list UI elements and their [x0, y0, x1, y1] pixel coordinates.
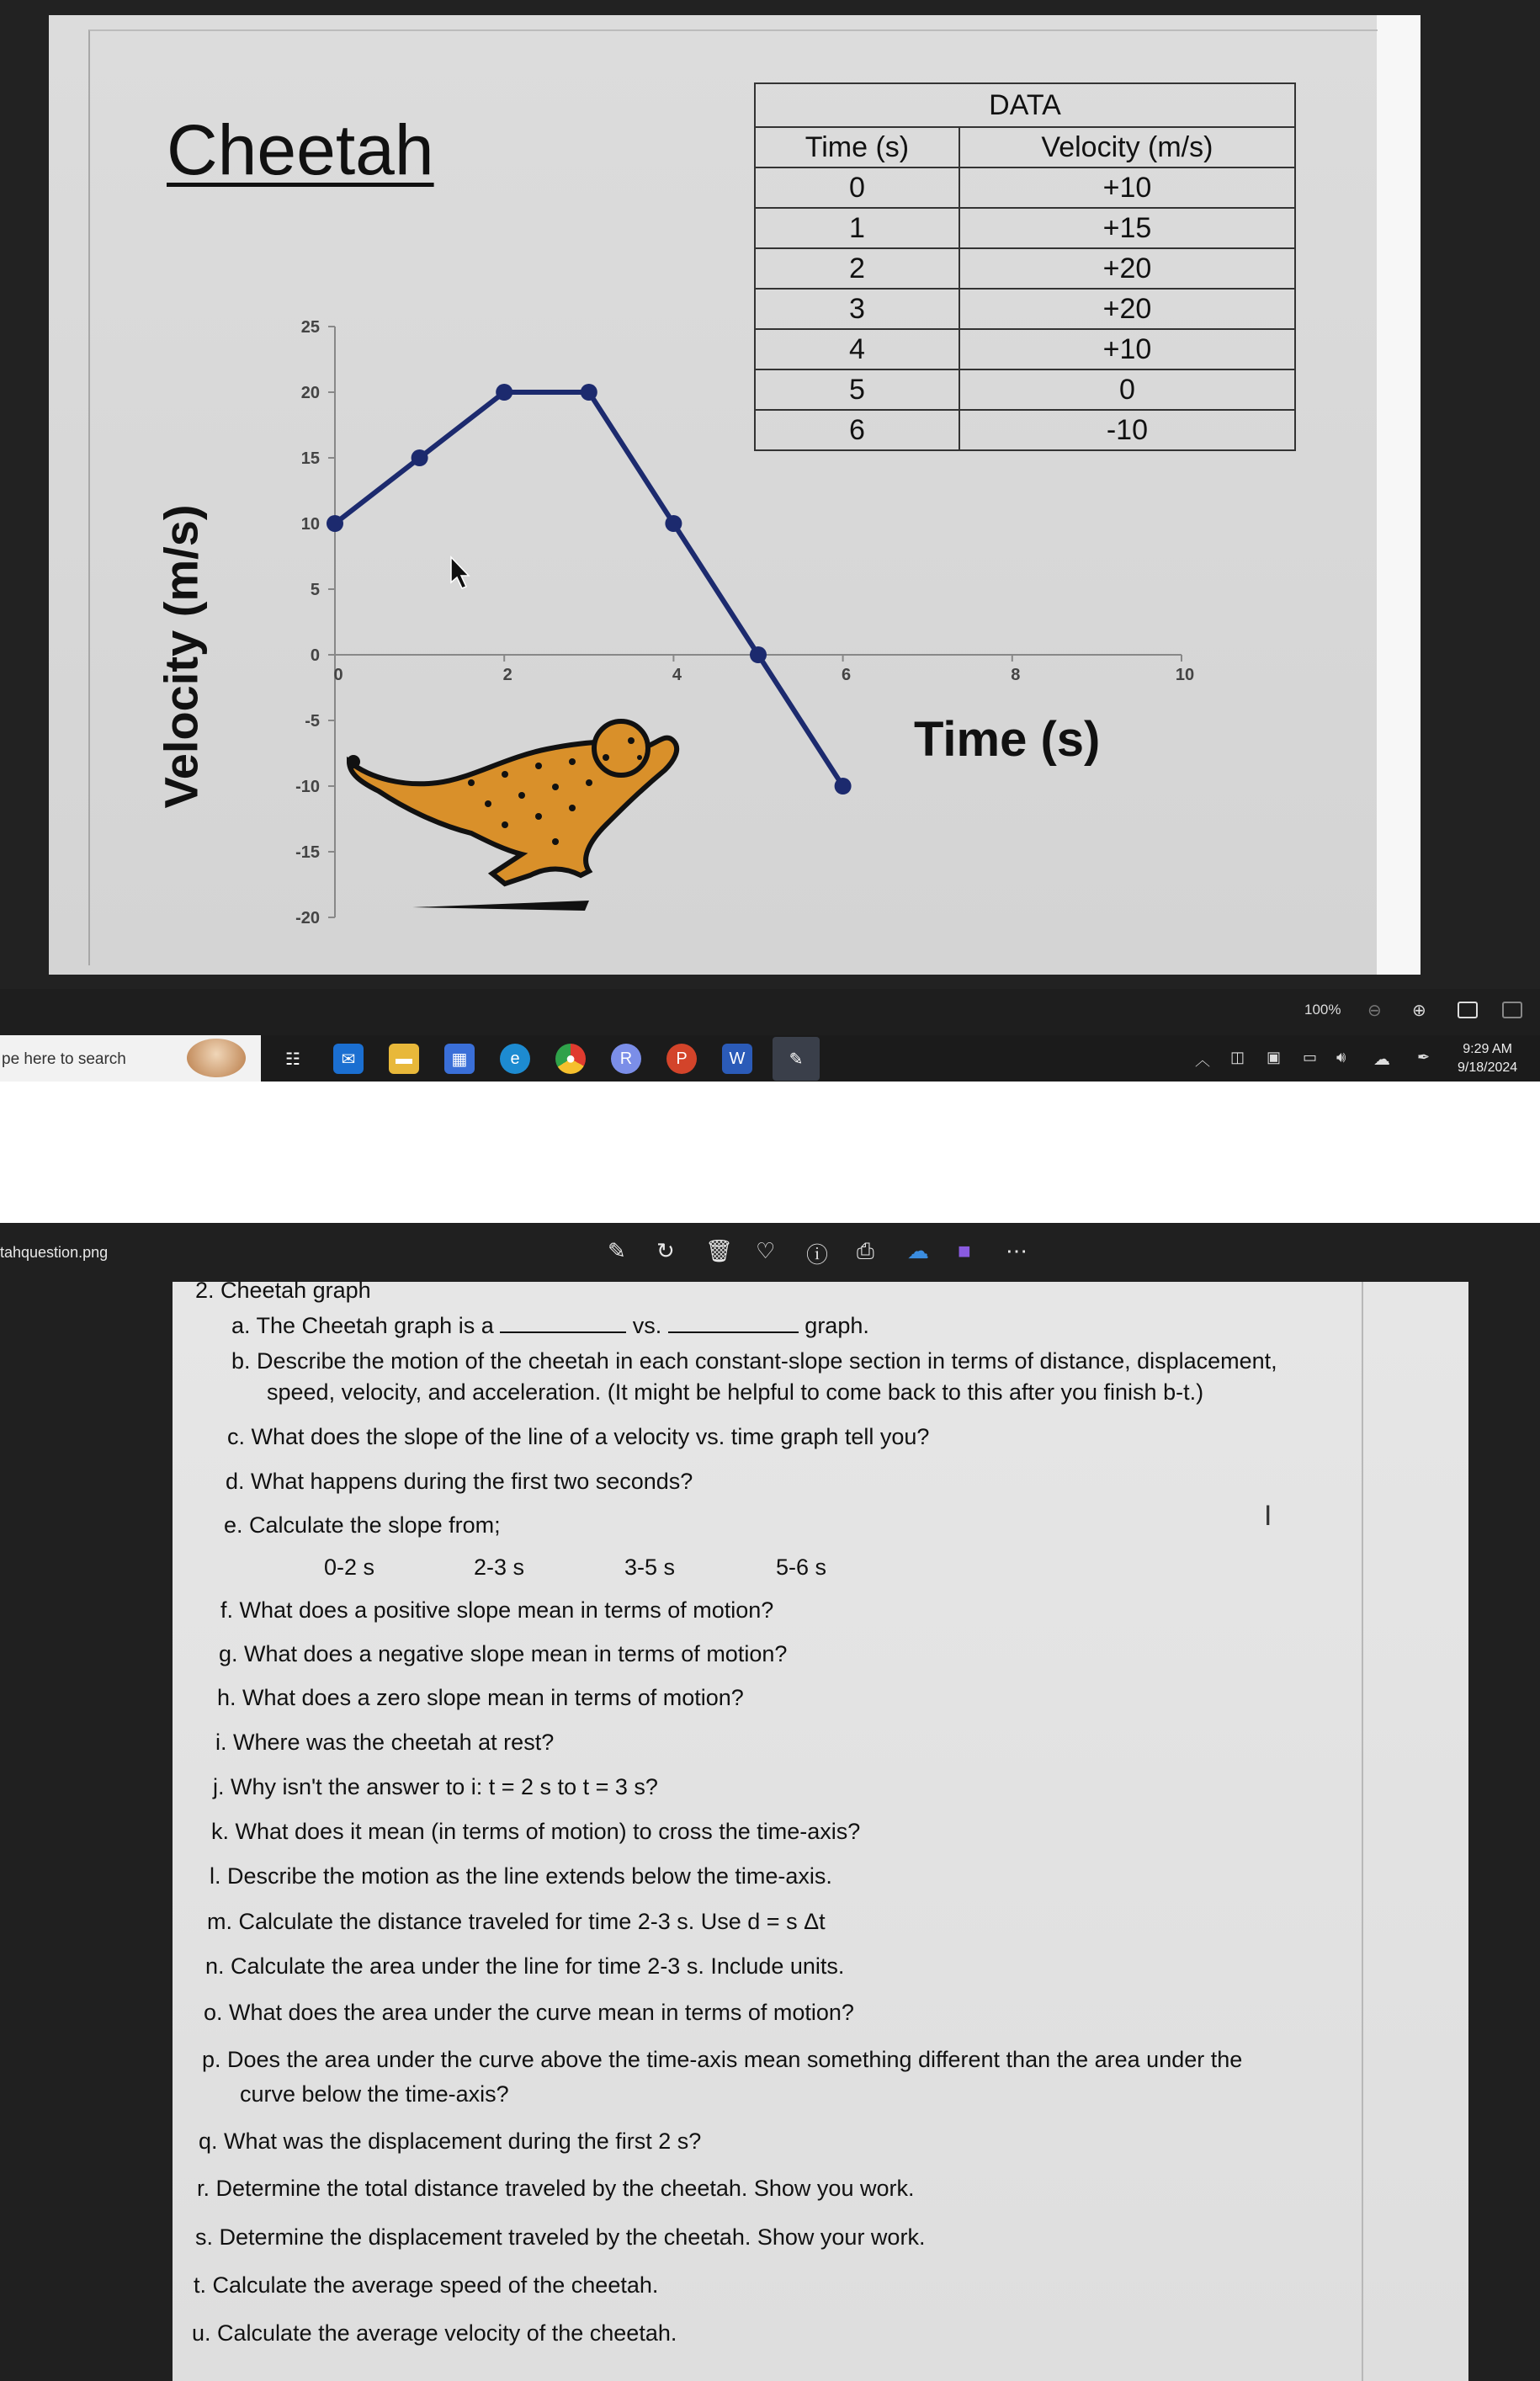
table-cell: 1 — [755, 208, 959, 248]
onedrive-icon[interactable]: ☁ — [907, 1238, 929, 1263]
favorite-icon[interactable]: ♡ — [756, 1238, 776, 1263]
delete-icon[interactable]: 🗑︎ — [705, 1238, 734, 1263]
question-t: t. Calculate the average speed of the cheetah. — [194, 2272, 659, 2298]
question-f: f. What does a positive slope mean in terms of motion? — [220, 1597, 774, 1623]
y-tick-label: 0 — [310, 646, 320, 665]
answer-blank — [500, 1313, 626, 1333]
zoom-level: 100% — [1304, 1002, 1341, 1018]
x-axis-title: Time (s) — [914, 712, 1101, 767]
question-b-line1: b. Describe the motion of the cheetah in each constant-slope section in terms of distance, displacement, — [231, 1348, 1277, 1374]
slope-range: 2-3 s — [474, 1555, 525, 1580]
y-tick-label: -10 — [295, 778, 320, 796]
table-cell: +20 — [959, 248, 1295, 289]
question-a-end: graph. — [805, 1313, 869, 1338]
series-line — [335, 392, 843, 786]
question-p-line1: p. Does the area under the curve above the time-axis mean something different than the area under the — [202, 2047, 1243, 2072]
data-point — [835, 778, 852, 795]
task-view-icon[interactable]: ☷ — [285, 1050, 300, 1069]
x-tick-label: 2 — [502, 666, 512, 684]
zoom-in-icon[interactable]: ⊕ — [1412, 1002, 1426, 1020]
table-cell: 5 — [755, 369, 959, 410]
question-o: o. What does the area under the curve mean in terms of motion? — [204, 2000, 854, 2025]
print-icon[interactable]: ⎙ — [857, 1238, 874, 1263]
table-cell: 4 — [755, 329, 959, 369]
mail-icon[interactable]: ✉ — [333, 1044, 364, 1074]
chrome-icon[interactable]: ● — [555, 1044, 586, 1074]
slope-range: 0-2 s — [324, 1555, 375, 1580]
table-cell: +10 — [959, 167, 1295, 208]
slope-range: 5-6 s — [776, 1555, 827, 1580]
y-tick-label: -5 — [305, 712, 320, 731]
question-r: r. Determine the total distance traveled by the cheetah. Show you work. — [197, 2176, 915, 2201]
table-cell: 2 — [755, 248, 959, 289]
page-edge-line — [1362, 1282, 1363, 2381]
question-a-vs: vs. — [632, 1313, 662, 1338]
x-tick-label: 8 — [1011, 666, 1021, 684]
series-points — [327, 384, 852, 795]
y-tick-label: -15 — [295, 843, 320, 862]
y-tick-label: 25 — [300, 318, 320, 337]
data-point — [665, 515, 682, 532]
blank-gap — [0, 1082, 1540, 1223]
edge-icon[interactable]: e — [500, 1044, 530, 1074]
cloud-icon[interactable]: ☁ — [1373, 1050, 1390, 1069]
y-tick-label: 5 — [310, 581, 320, 599]
data-table-header: Velocity (m/s) — [959, 127, 1295, 167]
store-icon[interactable]: ▦ — [444, 1044, 475, 1074]
more-icon[interactable]: ⋯ — [1006, 1238, 1028, 1263]
y-tick-label: 10 — [300, 515, 320, 534]
cursor-icon — [451, 557, 469, 588]
question-l: l. Describe the motion as the line extends below the time-axis. — [210, 1863, 832, 1889]
table-cell: 3 — [755, 289, 959, 329]
battery-icon[interactable]: ▭ — [1303, 1049, 1318, 1066]
clipchamp-icon[interactable]: ■ — [958, 1238, 971, 1263]
data-point — [327, 515, 343, 532]
table-cell: +20 — [959, 289, 1295, 329]
slope-range: 3-5 s — [624, 1555, 676, 1580]
question-e: e. Calculate the slope from; — [224, 1512, 501, 1538]
table-cell: -10 — [959, 410, 1295, 450]
question-n: n. Calculate the area under the line for time 2-3 s. Include units. — [205, 1953, 845, 1979]
data-point — [581, 384, 597, 401]
data-table-caption: DATA — [755, 83, 1295, 127]
fit-screen-icon[interactable] — [1458, 1002, 1478, 1018]
question-g: g. What does a negative slope mean in terms of motion? — [219, 1641, 788, 1666]
tray-display-icon[interactable]: ▣ — [1267, 1049, 1282, 1066]
table-cell: +15 — [959, 208, 1295, 248]
y-tick-label: 15 — [300, 449, 320, 468]
cheetah-illustration — [347, 721, 677, 911]
table-cell: 0 — [959, 369, 1295, 410]
chart-ticks — [295, 318, 1194, 927]
edit-icon[interactable]: ✎ — [608, 1238, 626, 1263]
question-c: c. What does the slope of the line of a velocity vs. time graph tell you? — [227, 1424, 930, 1449]
info-icon[interactable]: ⓘ — [806, 1242, 829, 1268]
question-p-line2: curve below the time-axis? — [240, 2081, 509, 2107]
question-a-text: a. The Cheetah graph is a — [231, 1313, 494, 1338]
text-cursor-icon: I — [1264, 1500, 1272, 1532]
photos-icon[interactable]: ✎ — [773, 1037, 820, 1081]
taskbar-clock[interactable] — [1458, 1040, 1517, 1077]
data-point — [412, 449, 428, 466]
y-tick-label: 20 — [300, 384, 320, 402]
data-point — [750, 646, 767, 663]
question-s: s. Determine the displacement traveled by the cheetah. Show your work. — [195, 2224, 926, 2250]
data-table-header: Time (s) — [755, 127, 959, 167]
question-m: m. Calculate the distance traveled for time 2-3 s. Use d = s Δt — [207, 1909, 826, 1934]
velocity-time-chart — [0, 0, 1540, 976]
tray-chevron-icon[interactable]: ︿ — [1195, 1052, 1210, 1069]
x-tick-label: 0 — [333, 666, 343, 684]
question-q: q. What was the displacement during the first 2 s? — [199, 2129, 702, 2154]
y-tick-label: -20 — [295, 909, 320, 927]
slide-title: Cheetah — [167, 110, 434, 189]
file-explorer-icon[interactable]: ▬ — [389, 1044, 419, 1074]
question-k: k. What does it mean (in terms of motion) to cross the time-axis? — [211, 1819, 861, 1844]
data-point — [496, 384, 512, 401]
question-b-line2: speed, velocity, and acceleration. (It might be helpful to come back to this after you finish b-t.) — [267, 1379, 1204, 1405]
question-a — [231, 1311, 869, 1340]
y-axis-title: Velocity (m/s) — [154, 504, 208, 809]
worksheet-heading: 2. Cheetah graph — [195, 1278, 371, 1303]
word-icon[interactable]: W — [722, 1044, 752, 1074]
fullscreen-icon[interactable] — [1502, 1002, 1522, 1018]
tray-app-icon[interactable]: ◫ — [1230, 1049, 1245, 1066]
question-j: j. Why isn't the answer to i: t = 2 s to t = 3 s? — [213, 1774, 658, 1799]
search-placeholder: pe here to search — [2, 1050, 126, 1068]
question-i: i. Where was the cheetah at rest? — [215, 1730, 555, 1755]
volume-icon[interactable]: 🔊︎ — [1336, 1049, 1346, 1066]
question-h: h. What does a zero slope mean in terms of motion? — [217, 1685, 744, 1710]
table-cell: 0 — [755, 167, 959, 208]
question-u: u. Calculate the average velocity of the cheetah. — [192, 2320, 677, 2346]
clock-time: 9:29 AM — [1463, 1042, 1512, 1056]
r-app-icon[interactable]: R — [611, 1044, 641, 1074]
x-tick-label: 6 — [842, 666, 852, 684]
search-highlight-icon — [187, 1039, 246, 1077]
powerpoint-icon[interactable]: P — [666, 1044, 697, 1074]
table-cell: +10 — [959, 329, 1295, 369]
table-cell: 6 — [755, 410, 959, 450]
zoom-out-icon[interactable]: ⊖ — [1367, 1002, 1382, 1020]
pen-icon[interactable]: ✒ — [1417, 1049, 1431, 1066]
x-tick-label: 10 — [1175, 666, 1195, 684]
clock-date: 9/18/2024 — [1458, 1060, 1518, 1075]
answer-blank — [668, 1313, 799, 1333]
rotate-icon[interactable]: ↻ — [656, 1238, 675, 1263]
question-d: d. What happens during the first two seconds? — [226, 1469, 693, 1494]
file-name: tahquestion.png — [0, 1244, 109, 1261]
x-tick-label: 4 — [672, 666, 682, 684]
